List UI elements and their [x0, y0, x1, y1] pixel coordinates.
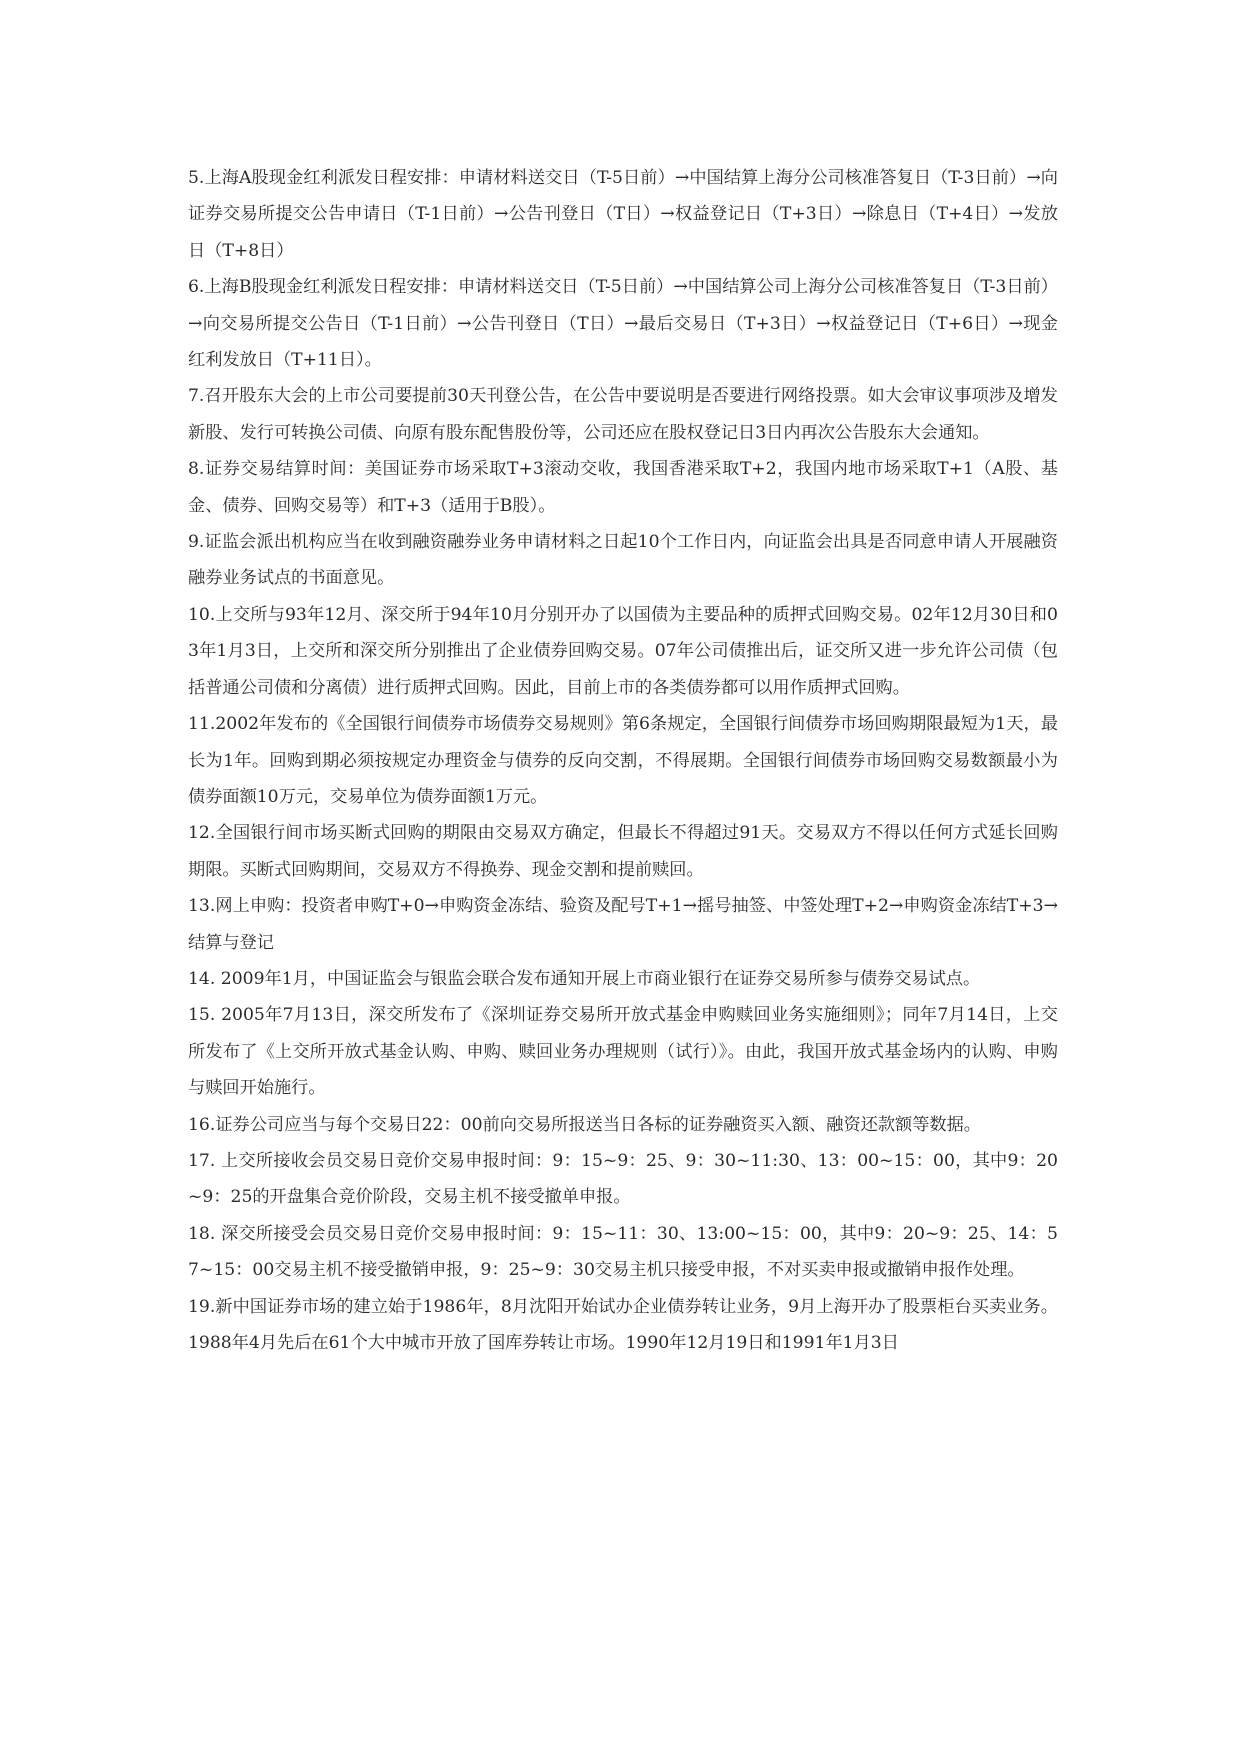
paragraph-8: 8.证券交易结算时间：美国证券市场采取T+3滚动交收，我国香港采取T+2，我国内地市场采取T+1（A股、基金、债券、回购交易等）和T+3（适用于B股）。 [188, 459, 1058, 516]
paragraph-15: 15. 2005年7月13日，深交所发布了《深圳证券交易所开放式基金申购赎回业务实施细则》；同年7月14日，上交所发布了《上交所开放式基金认购、申购、赎回业务办理规则（试行）》。由此，我国开放式基金场内的认购、申购与赎回开始施行。 [188, 1005, 1058, 1099]
paragraph-7: 7.召开股东大会的上市公司要提前30天刊登公告，在公告中要说明是否要进行网络投票。如大会审议事项涉及增发新股、发行可转换公司债、向原有股东配售股份等，公司还应在股权登记日3日内再次公告股东大会通知。 [188, 386, 1058, 443]
paragraph-17: 17. 上交所接收会员交易日竞价交易申报时间：9：15~9：25、9：30~11:30、13：00~15：00，其中9：20~9：25的开盘集合竞价阶段，交易主机不接受撤单申报。 [188, 1150, 1058, 1208]
document-page [188, 160, 1058, 1361]
paragraph-6: 6.上海B股现金红利派发日程安排：申请材料送交日（T-5日前）→中国结算公司上海分公司核准答复日（T-3日前）→向交易所提交公告日（T-1日前）→公告刊登日（T日）→最后交易日（T+3日）→权益登记日（T+6日）→现金红利发放日（T+11日）。 [188, 277, 1058, 371]
paragraph-12: 12.全国银行间市场买断式回购的期限由交易双方确定，但最长不得超过91天。交易双方不得以任何方式延长回购期限。买断式回购期间，交易双方不得换券、现金交割和提前赎回。 [188, 823, 1058, 880]
paragraph-16: 16.证券公司应当与每个交易日22：00前向交易所报送当日各标的证券融资买入额、融资还款额等数据。 [188, 1114, 981, 1135]
paragraph-18: 18. 深交所接受会员交易日竞价交易申报时间：9：15~11：30、13:00~15：00，其中9：20~9：25、14：57~15：00交易主机不接受撤销申报，9：25~9：30交易主机只接受申报，不对买卖申报或撤销申报作处理。 [188, 1223, 1058, 1281]
paragraph-9: 9.证监会派出机构应当在收到融资融券业务申请材料之日起10个工作日内，向证监会出具是否同意申请人开展融资融券业务试点的书面意见。 [188, 532, 1058, 589]
paragraph-19: 19.新中国证券市场的建立始于1986年，8月沈阳开始试办企业债券转让业务，9月上海开办了股票柜台买卖业务。1988年4月先后在61个大中城市开放了国库券转让市场。1990年12月19日和1991年1月3日 [188, 1296, 1058, 1353]
paragraph-5: 5.上海A股现金红利派发日程安排：申请材料送交日（T-5日前）→中国结算上海分公司核准答复日（T-3日前）→向证券交易所提交公告申请日（T-1日前）→公告刊登日（T日）→权益登记日（T+3日）→除息日（T+4日）→发放日（T+8日） [188, 168, 1058, 261]
paragraph-13: 13.网上申购：投资者申购T+0→申购资金冻结、验资及配号T+1→摇号抽签、中签处理T+2→申购资金冻结T+3→结算与登记 [188, 896, 1058, 953]
paragraph-10: 10.上交所与93年12月、深交所于94年10月分别开办了以国债为主要品种的质押式回购交易。02年12月30日和03年1月3日，上交所和深交所分别推出了企业债券回购交易。07年公司债推出后，证交所又进一步允许公司债（包括普通公司债和分离债）进行质押式回购。因此，目前上市的各类债券都可以用作质押式回购。 [188, 604, 1058, 698]
paragraph-11: 11.2002年发布的《全国银行间债券市场债券交易规则》第6条规定，全国银行间债券市场回购期限最短为1天，最长为1年。回购到期必须按规定办理资金与债券的反向交割，不得展期。全国银行间债券市场回购交易数额最小为债券面额10万元，交易单位为债券面额1万元。 [188, 714, 1058, 807]
paragraph-14: 14. 2009年1月，中国证监会与银监会联合发布通知开展上市商业银行在证券交易所参与债券交易试点。 [188, 968, 981, 989]
